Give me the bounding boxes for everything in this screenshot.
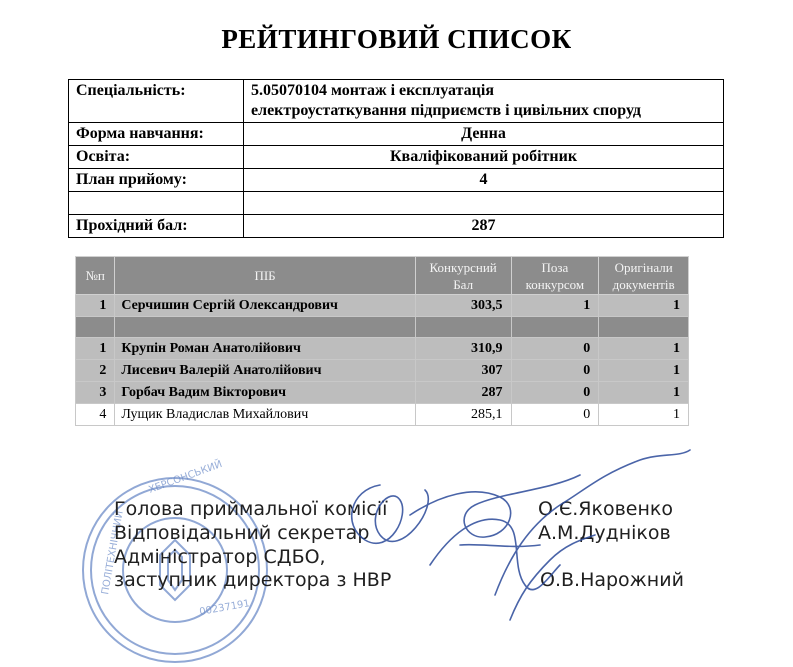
specialty-line-1: 5.05070104 монтаж і експлуатація xyxy=(251,82,494,99)
specialty-value xyxy=(244,80,724,123)
pass-score-value: 287 xyxy=(244,215,724,238)
table-row xyxy=(76,338,689,360)
signature-block xyxy=(80,445,720,667)
page-title: РЕЙТИНГОВИЙ СПИСОК xyxy=(221,24,572,54)
info-row-blank xyxy=(69,192,724,215)
info-row-education xyxy=(69,146,724,169)
row-orig: 1 xyxy=(599,360,689,382)
row-num: 1 xyxy=(76,338,115,360)
header-originals xyxy=(599,257,689,295)
row-out: 0 xyxy=(511,360,599,382)
info-row-plan xyxy=(69,169,724,192)
header-out-line-2: конкурсом xyxy=(525,276,585,292)
plan-value: 4 xyxy=(244,169,724,192)
blank-cell xyxy=(69,192,244,215)
table-row xyxy=(76,404,689,426)
svg-text:ПОЛІТЕХНІЧНИЙ: ПОЛІТЕХНІЧНИЙ xyxy=(100,509,126,596)
row-out: 0 xyxy=(511,404,599,426)
specialty-line-2: електроустаткування підприємств і цивільних споруд xyxy=(251,102,642,119)
signature-line-4-role: заступник директора з НВР xyxy=(114,569,392,591)
education-value: Кваліфікований робітник xyxy=(244,146,724,169)
signature-line-1-role: Голова приймальної комісії xyxy=(114,498,388,520)
ranking-table xyxy=(75,256,689,426)
header-score-line-2: Бал xyxy=(453,276,474,292)
header-out-line-1: Поза xyxy=(541,259,569,275)
header-orig-line-1: Оригінали xyxy=(614,259,673,275)
row-out: 0 xyxy=(511,382,599,404)
separator-cell xyxy=(415,317,511,338)
header-name: ПІБ xyxy=(115,257,415,295)
signature-line-3-role: Адміністратор СДБО, xyxy=(114,546,326,568)
table-separator-row xyxy=(76,317,689,338)
pass-score-label: Прохідний бал: xyxy=(69,215,244,238)
row-orig: 1 xyxy=(599,404,689,426)
row-name: Лисевич Валерій Анатолійович xyxy=(115,360,415,382)
form-value: Денна xyxy=(244,123,724,146)
handwritten-signature-icon xyxy=(80,445,720,667)
table-row xyxy=(76,382,689,404)
row-num: 1 xyxy=(76,295,115,317)
signature-line-2-name: А.М.Дудніков xyxy=(538,522,671,544)
row-score: 285,1 xyxy=(415,404,511,426)
header-score-line-1: Конкурсний xyxy=(429,259,497,275)
header-orig-line-2: документів xyxy=(612,276,675,292)
svg-text:ХЕРСОНСЬКИЙ: ХЕРСОНСЬКИЙ xyxy=(147,458,224,496)
table-row xyxy=(76,360,689,382)
stamp-code: 00237191 xyxy=(198,598,251,618)
row-score: 287 xyxy=(415,382,511,404)
row-num: 4 xyxy=(76,404,115,426)
header-score xyxy=(415,257,511,295)
row-orig: 1 xyxy=(599,382,689,404)
row-orig: 1 xyxy=(599,295,689,317)
admission-info-table xyxy=(68,79,724,238)
row-name: Крупін Роман Анатолійович xyxy=(115,338,415,360)
form-label: Форма навчання: xyxy=(69,123,244,146)
row-name: Лущик Владислав Михайлович xyxy=(115,404,415,426)
plan-label: План прийому: xyxy=(69,169,244,192)
info-row-form xyxy=(69,123,724,146)
row-orig: 1 xyxy=(599,338,689,360)
education-label: Освіта: xyxy=(69,146,244,169)
row-out: 0 xyxy=(511,338,599,360)
row-score: 310,9 xyxy=(415,338,511,360)
separator-cell xyxy=(599,317,689,338)
table-row xyxy=(76,295,689,317)
separator-cell xyxy=(76,317,115,338)
row-num: 3 xyxy=(76,382,115,404)
signature-line-1-name: О.Є.Яковенко xyxy=(538,498,674,520)
separator-cell xyxy=(511,317,599,338)
ranking-header-row xyxy=(76,257,689,295)
info-row-specialty xyxy=(69,80,724,123)
row-num: 2 xyxy=(76,360,115,382)
separator-cell xyxy=(115,317,415,338)
header-num: №п xyxy=(76,257,115,295)
signature-line-2-role: Відповідальний секретар xyxy=(114,522,370,544)
specialty-label: Спеціальність: xyxy=(69,80,244,123)
row-score: 303,5 xyxy=(415,295,511,317)
row-name: Горбач Вадим Вікторович xyxy=(115,382,415,404)
info-row-pass-score xyxy=(69,215,724,238)
row-out: 1 xyxy=(511,295,599,317)
header-out-of-competition xyxy=(511,257,599,295)
signature-line-4-name: О.В.Нарожний xyxy=(540,569,684,591)
row-score: 307 xyxy=(415,360,511,382)
blank-cell xyxy=(244,192,724,215)
row-name: Серчишин Сергій Олександрович xyxy=(115,295,415,317)
